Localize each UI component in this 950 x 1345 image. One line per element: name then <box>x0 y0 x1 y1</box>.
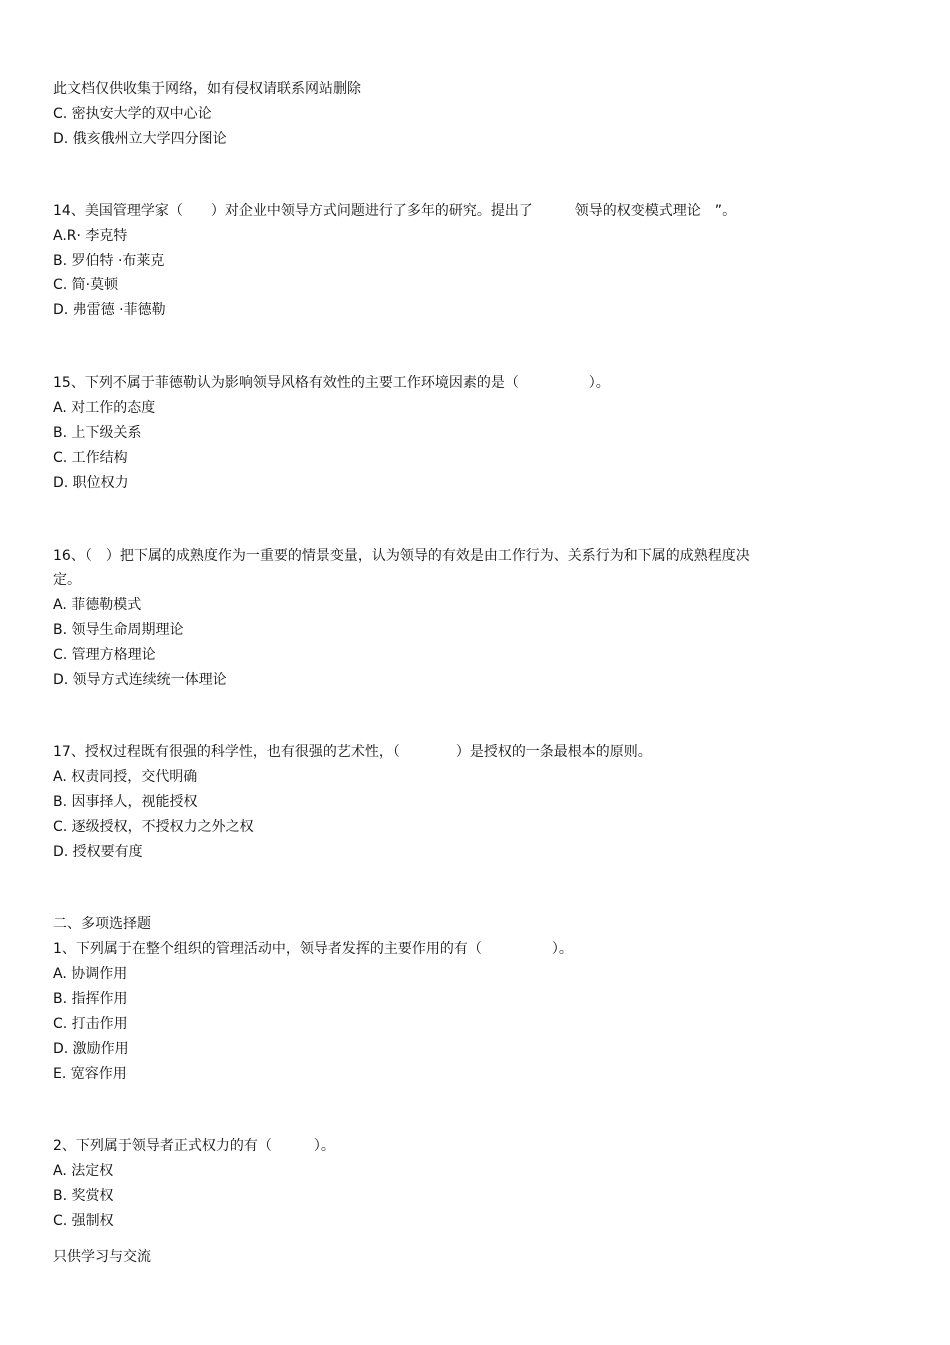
m2-option-a: A. 法定权 <box>53 1163 114 1179</box>
m1-option-d: D. 激励作用 <box>53 1041 129 1057</box>
q13-option-d: D. 俄亥俄州立大学四分图论 <box>53 131 227 147</box>
q15-option-b: B. 上下级关系 <box>53 425 142 441</box>
m2-question: 2、下列属于领导者正式权力的有（ ）。 <box>53 1138 335 1154</box>
page-footer: 只供学习与交流 <box>53 1249 151 1265</box>
m1-option-b: B. 指挥作用 <box>53 991 128 1007</box>
m2-option-b: B. 奖赏权 <box>53 1188 114 1204</box>
q16-option-a: A. 菲德勒模式 <box>53 597 142 613</box>
page-header: 此文档仅供收集于网络，如有侵权请联系网站删除 <box>53 81 361 97</box>
m1-option-c: C. 打击作用 <box>53 1016 128 1032</box>
q14-option-b: B. 罗伯特 ·布莱克 <box>53 253 165 269</box>
q15-option-d: D. 职位权力 <box>53 475 129 491</box>
q16-question-line2: 定。 <box>53 572 81 588</box>
q16-question-line1: 16、（ ）把下属的成熟度作为一重要的情景变量，认为领导的有效是由工作行为、关系行为和下属的成熟程度决 <box>53 548 750 564</box>
q15-question: 15、下列不属于菲德勒认为影响领导风格有效性的主要工作环境因素的是（ ）。 <box>53 375 610 391</box>
section-title-multiple-choice: 二、多项选择题 <box>53 916 151 932</box>
q13-option-c: C. 密执安大学的双中心论 <box>53 106 212 122</box>
q17-option-b: B. 因事择人，视能授权 <box>53 794 198 810</box>
m1-question: 1、下列属于在整个组织的管理活动中，领导者发挥的主要作用的有（ ）。 <box>53 941 573 957</box>
m1-option-e: E. 宽容作用 <box>53 1066 127 1082</box>
q14-question: 14、美国管理学家（ ）对企业中领导方式问题进行了多年的研究。提出了 领导的权变模式理论 ”。 <box>53 203 737 219</box>
q17-question: 17、授权过程既有很强的科学性，也有很强的艺术性，（ ）是授权的一条最根本的原则。 <box>53 744 652 760</box>
q14-option-a: A.R· 李克特 <box>53 228 128 244</box>
q15-option-a: A. 对工作的态度 <box>53 400 156 416</box>
m2-option-c: C. 强制权 <box>53 1213 114 1229</box>
q15-option-c: C. 工作结构 <box>53 450 128 466</box>
m1-option-a: A. 协调作用 <box>53 966 128 982</box>
q14-option-d: D. 弗雷德 ·菲德勒 <box>53 302 166 318</box>
q16-option-c: C. 管理方格理论 <box>53 647 156 663</box>
q17-option-a: A. 权责同授，交代明确 <box>53 769 198 785</box>
q17-option-c: C. 逐级授权，不授权力之外之权 <box>53 819 254 835</box>
q14-option-c: C. 简·莫顿 <box>53 277 119 293</box>
q17-option-d: D. 授权要有度 <box>53 844 143 860</box>
q16-option-d: D. 领导方式连续统一体理论 <box>53 672 227 688</box>
q16-option-b: B. 领导生命周期理论 <box>53 622 184 638</box>
